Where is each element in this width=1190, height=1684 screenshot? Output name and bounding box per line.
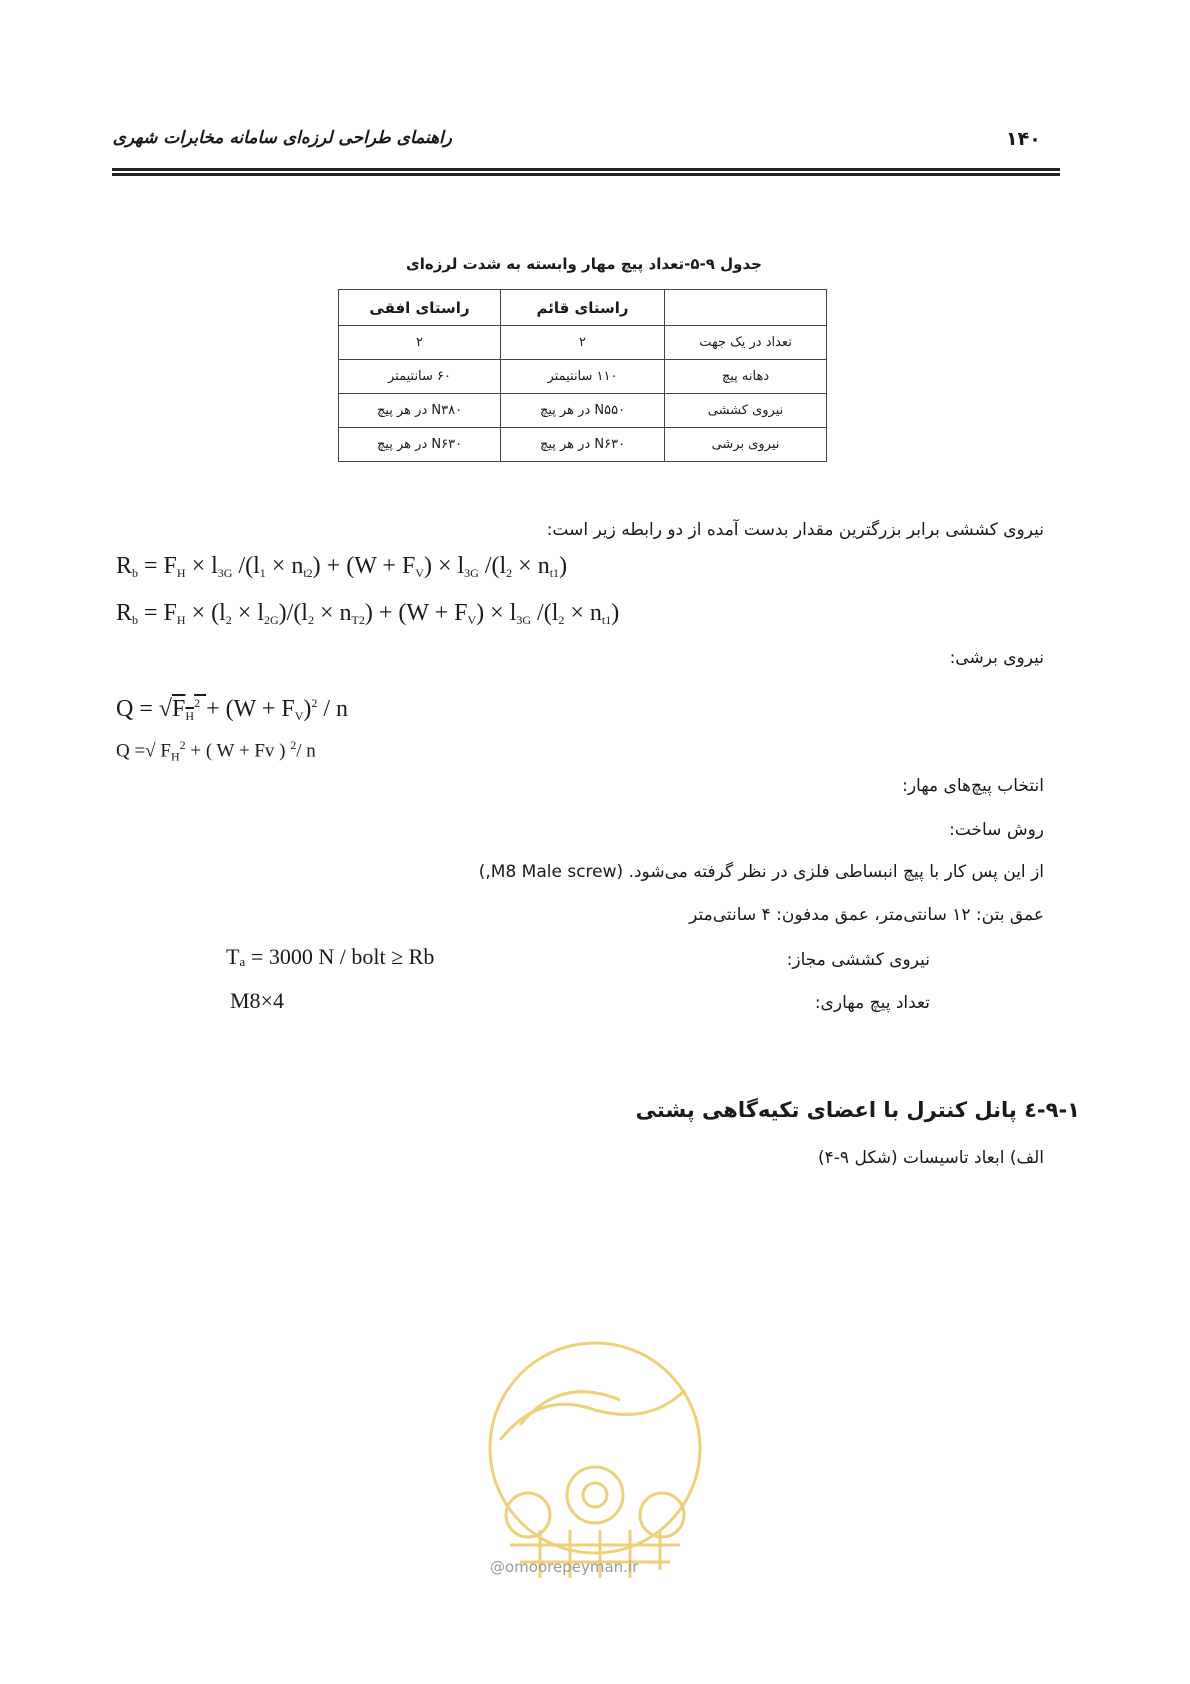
table-cell: N۳۸۰ در هر پیچ [339, 394, 501, 428]
table-cell: ۱۱۰ سانتیمتر [501, 360, 665, 394]
page-number: ۱۴۰ [1006, 128, 1041, 150]
table-row [339, 326, 827, 360]
table-header-cell: راستای افقی [339, 290, 501, 326]
table-caption: جدول ۹-۵-تعداد پیچ مهار وابسته به شدت لرزه‌ای [406, 255, 762, 273]
table-cell: نیروی کششی [665, 394, 827, 428]
table-cell: ۲ [501, 326, 665, 360]
table-row [339, 428, 827, 462]
running-title: راهنمای طراحی لرزه‌ای سامانه مخابرات شهری [112, 128, 452, 148]
allowable-tension-value: Tₐ = 3000 N / bolt ≥ Rb [226, 944, 435, 969]
watermark-logo [470, 1330, 720, 1590]
construction-method-label: روش ساخت: [949, 820, 1044, 840]
table-cell: N۵۵۰ در هر پیچ [501, 394, 665, 428]
formula-q-2: Q =√ $F_H^2$ + ( W + Fv ) $^2$/ n [116, 738, 316, 764]
table-cell: تعداد در یک جهت [665, 326, 827, 360]
formula-rb-2: $R_b = F_H \times (l_2 \times l_{2G})/(l_2 \times n_{T2}) + (W + F_V) \times l_{3G}$ $/(l_2 \times n_{t1})$ [116, 600, 620, 627]
table-cell: نیروی برشی [665, 428, 827, 462]
table-cell: ۲ [339, 326, 501, 360]
construction-text: از این پس کار با پیچ انبساطی فلزی در نظر گرفته می‌شود. (M8 Male screw,) [478, 862, 1044, 882]
anchor-count-value: M8×4 [230, 988, 284, 1013]
table-cell: N۶۳۰ در هر پیچ [339, 428, 501, 462]
anchor-count-label: تعداد پیچ مهاری: [814, 993, 930, 1013]
table-header-cell [665, 290, 827, 326]
table-row [339, 360, 827, 394]
header-rule [112, 173, 1060, 176]
watermark-url: @omoorepeyman.ir [490, 1558, 639, 1576]
table-cell: دهانه پیچ [665, 360, 827, 394]
table-cell: N۶۳۰ در هر پیچ [501, 428, 665, 462]
table-header-cell: راستای قائم [501, 290, 665, 326]
table-header-row [339, 290, 827, 326]
section-heading: ۹-۱-٤ پانل کنترل با اعضای تکیه‌گاهی پشتی [635, 1098, 1080, 1122]
formula-rb-1: $R_b = F_H \times l_{3G}$ $/(l_1 \times n_{t2}) + (W + F_V) \times l_{3G}$ $/(l_2 \times n_{t1})$ [116, 553, 568, 580]
section-item-a: الف) ابعاد تاسیسات (شکل ۹-۴) [818, 1148, 1044, 1168]
table-row [339, 394, 827, 428]
anchor-table [338, 289, 827, 462]
anchor-selection-label: انتخاب پیچ‌های مهار: [902, 776, 1044, 796]
depth-text: عمق بتن: ۱۲ سانتی‌متر، عمق مدفون: ۴ سانتی‌متر [689, 905, 1044, 925]
allowable-tension-label: نیروی کششی مجاز: [786, 950, 930, 970]
table-cell: ۶۰ سانتیمتر [339, 360, 501, 394]
header-rule [112, 168, 1060, 171]
formula-q-1: $Q = √F_H^2 + (W + F_V)^2 / n$ [116, 696, 349, 723]
tension-intro: نیروی کششی برابر بزرگترین مقدار بدست آمده از دو رابطه زیر است: [546, 520, 1044, 540]
shear-label: نیروی برشی: [949, 648, 1044, 668]
